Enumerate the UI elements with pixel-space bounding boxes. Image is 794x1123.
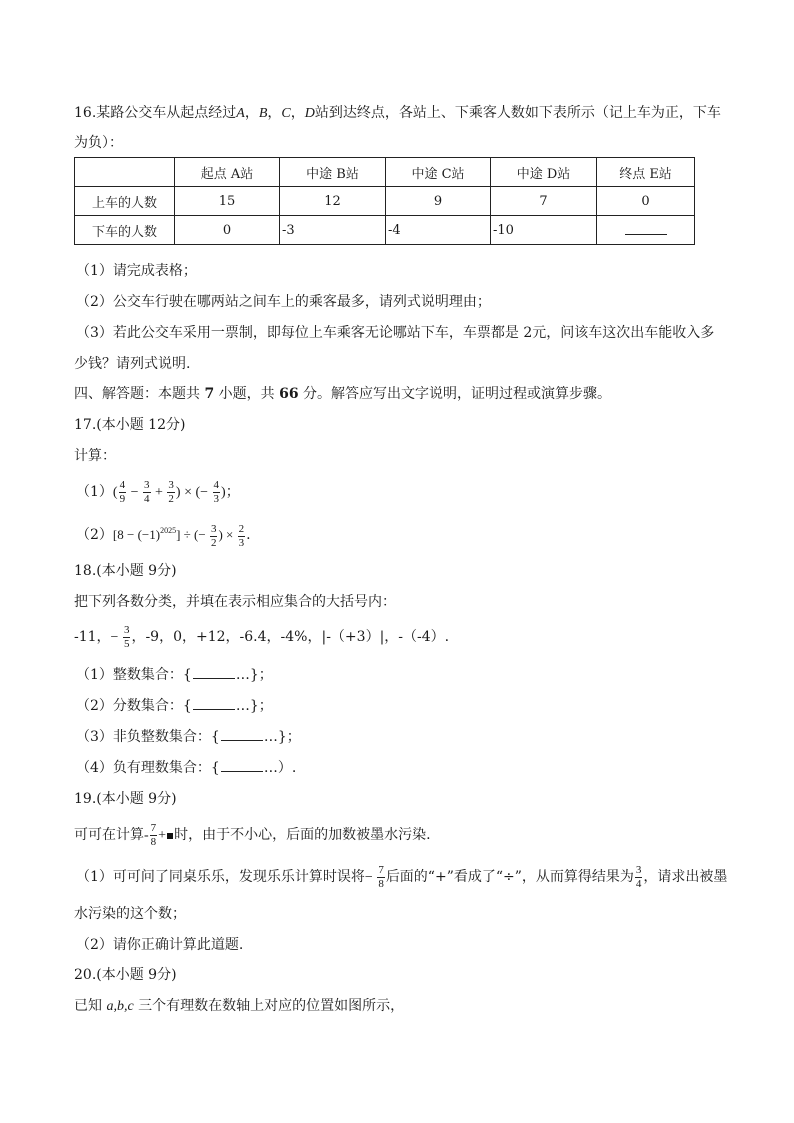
q19-text: 后面的“+”看成了“÷”，从而算得结果为 xyxy=(385,869,634,885)
q20-text: 三个有理数在数轴上对应的位置如图所示， xyxy=(133,998,405,1014)
stop-d: D xyxy=(304,106,315,121)
fraction-neg-7-8: − $\frac{7}{8}$ xyxy=(364,864,384,891)
answer-blank[interactable] xyxy=(193,697,235,710)
part-label: （1） xyxy=(76,484,113,500)
total-score: 66 xyxy=(279,386,299,402)
answer-blank[interactable] xyxy=(625,222,667,235)
fraction-3-4: $\frac{3}{4}$ xyxy=(635,864,642,891)
q19-text: 可可在计算 xyxy=(74,827,144,843)
q18-prompt: 把下列各数分类，并填在表示相应集合的大括号内： xyxy=(74,594,396,610)
set-end: …}； xyxy=(235,698,273,714)
table-cell: 上车的人数 xyxy=(75,187,175,216)
table-cell: 0 xyxy=(175,216,280,245)
section-4-heading xyxy=(74,384,611,404)
q16-sub3b: 少钱？请列式说明. xyxy=(74,356,191,372)
q16-sub2: （2）公交车行驶在哪两站之间车上的乘客最多，请列式说明理由； xyxy=(76,294,491,310)
variables-abc: a,b,c xyxy=(106,999,134,1014)
table-cell: 起点 A站 xyxy=(175,158,280,187)
set-label: （3）非负整数集合：{ xyxy=(76,729,220,745)
set-neg-rationals xyxy=(76,758,296,778)
part-tail: ； xyxy=(225,484,240,500)
answer-blank[interactable] xyxy=(193,666,235,679)
question-count: 7 xyxy=(204,386,215,402)
expression-1: ( $\frac{4}{9}$ − $\frac{3}{4}$ + $\frac{3}{2}$ ) × (− $\frac{4}{3}$ ) xyxy=(112,479,226,506)
table-cell: -4 xyxy=(386,216,491,245)
table-cell: 7 xyxy=(491,187,597,216)
q16-sub1: （1）请完成表格； xyxy=(76,263,197,279)
q20-title: 20.(本小题 9分) xyxy=(74,967,177,983)
section-text: 四、解答题：本题共 xyxy=(74,386,205,402)
q16-text: 16.某路公交车从起点经过 xyxy=(74,105,237,121)
q17-title: 17.(本小题 12分) xyxy=(74,417,186,433)
q18-title: 18.(本小题 9分) xyxy=(74,563,177,579)
q19-text: ，请求出被墨 xyxy=(643,869,728,885)
set-nonneg-integers xyxy=(76,727,301,747)
stop-b: B xyxy=(258,106,268,121)
q17-prompt: 计算： xyxy=(74,448,116,464)
q19-line1 xyxy=(74,820,431,851)
set-label: （4）负有理数集合：{ xyxy=(76,760,220,776)
table-cell: -10 xyxy=(491,216,597,245)
table-cell: 15 xyxy=(175,187,280,216)
q18-numbers xyxy=(74,622,449,653)
table-cell: 12 xyxy=(280,187,386,216)
q19-text: （1）可可问了同桌乐乐，发现乐乐计算时误将 xyxy=(76,869,365,885)
q19-title: 19.(本小题 9分) xyxy=(74,791,177,807)
table-cell: 下车的人数 xyxy=(75,216,175,245)
answer-blank[interactable] xyxy=(221,728,263,741)
section-text: 分。解答应写出文字说明，证明过程或演算步骤。 xyxy=(298,386,612,402)
q16-sub3a: （3）若此公交车采用一票制，即每位上车乘客无论哪站下车，车票都是 2元，问该车这次出车能收入多 xyxy=(76,325,715,341)
q19-sub1 xyxy=(76,862,727,893)
table-cell: 中途 D站 xyxy=(491,158,597,187)
set-end: …}； xyxy=(235,667,273,683)
q16-text-tail: 站到达终点，各站上、下乘客人数如下表所示（记上车为正，下车 xyxy=(314,105,721,121)
q20-line1 xyxy=(74,996,404,1017)
table-cell: 终点 E站 xyxy=(597,158,695,187)
table-cell: -3 xyxy=(280,216,386,245)
section-text: 小题，共 xyxy=(214,386,280,402)
q17-part1 xyxy=(76,478,240,507)
q19-text: 时，由于不小心，后面的加数被墨水污染. xyxy=(174,827,431,843)
set-label: （1）整数集合：{ xyxy=(76,667,192,683)
q19-sub1-line2: 水污染的这个数； xyxy=(74,906,186,922)
q17-part2 xyxy=(76,517,251,550)
table-cell: 中途 B站 xyxy=(280,158,386,187)
table-cell: 0 xyxy=(597,187,695,216)
stop-a: A xyxy=(236,106,245,121)
table-row xyxy=(75,216,695,245)
set-label: （2）分数集合：{ xyxy=(76,698,192,714)
ink-blot-icon xyxy=(167,833,173,839)
expression-2: $[8 - (-1)^{2025}]$ ÷ (− $\frac{3}{2}$ ) × $\frac{2}{3}$ xyxy=(112,522,245,549)
table-cell xyxy=(75,158,175,187)
set-fractions xyxy=(76,696,273,716)
table-header-row xyxy=(75,158,695,187)
table-cell: 9 xyxy=(386,187,491,216)
number-list: ，-9，0，+12，-6.4，-4%，|-（+3）|，-（-4）. xyxy=(131,629,450,645)
q16-line1: 16.某路公交车从起点经过A，B，C，D站到达终点，各站上、下乘客人数如下表所示（记上车为正，下车 xyxy=(74,105,721,121)
q20-text: 已知 xyxy=(74,998,107,1014)
q19-sub2: （2）请你正确计算此道题. xyxy=(76,937,244,953)
q16-line2: 为负）： xyxy=(74,135,123,151)
set-end: …}； xyxy=(263,729,301,745)
stop-c: C xyxy=(281,106,291,121)
passenger-table xyxy=(74,157,695,245)
expression-ink: - $\frac{7}{8}$ + xyxy=(144,828,174,843)
set-end: …）. xyxy=(263,760,297,776)
set-integers xyxy=(76,665,273,685)
table-row xyxy=(75,187,695,216)
table-cell-blank[interactable] xyxy=(597,216,695,245)
table-cell: 中途 C站 xyxy=(386,158,491,187)
fraction-neg-3-5: − $\frac{3}{5}$ xyxy=(110,624,130,651)
number-list: -11， xyxy=(74,629,111,645)
part-label: （2） xyxy=(76,527,113,543)
part-tail: . xyxy=(246,527,251,543)
answer-blank[interactable] xyxy=(221,759,263,772)
